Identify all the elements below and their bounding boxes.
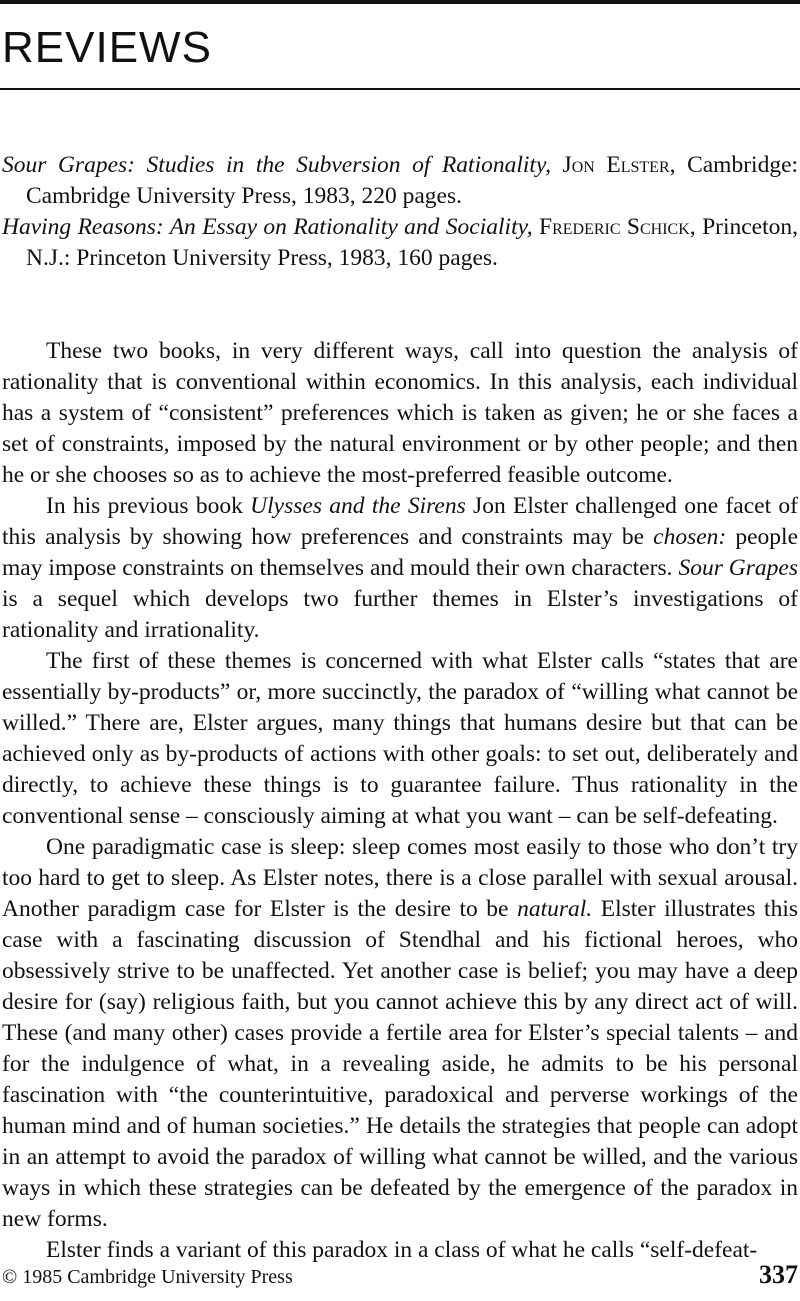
paragraph [2, 832, 798, 1235]
paragraph: Elster finds a variant of this paradox in a class of what he calls “self-defeat- [46, 1237, 758, 1263]
book-author: Frederic Schick, [539, 214, 696, 240]
book-citation [2, 150, 798, 212]
book-title: Sour Grapes: Studies in the Subversion of Rationality, [2, 152, 551, 178]
book-reference: Ulysses and the Sirens [250, 493, 466, 519]
text-run: people may impose constraints on themselves and mould their own characters. [2, 524, 798, 581]
page-number: 337 [759, 1260, 798, 1289]
paragraph [2, 491, 798, 646]
emphasis: chosen: [653, 524, 727, 550]
book-publication: Princeton, N.J.: Princeton University Press, 1983, 160 pages. [26, 214, 799, 271]
paragraph: These two books, in very different ways, call into question the analysis of rationality that is conventional within economics. In this analysis, each individual has a system of “consistent” preferences which is taken as given; he or she faces a set of constraints, imposed by the natural environment or by other people; and then he or she chooses so as to achieve the most-preferred feasible outcome. [2, 338, 798, 488]
text-run: Elster illustrates this case with a fascinating discussion of Stendhal and his fictional heroes, who obsessively strive to be unaffected. Yet another case is belief; you may have a deep desire for (say) religious faith, but you cannot achieve this by any direct act of will. These (and many other) cases provide a fertile area for Elster’s special talents – and for the indulgence of what, in a revealing aside, he admits to be his personal fascination with “the counterintuitive, paradoxical and perverse workings of the human mind and of human societies.” He details the strategies that people can adopt in an attempt to avoid the paradox of willing what cannot be willed, and the various ways in which these strategies can be defeated by the emergence of the paradox in new forms. [2, 896, 799, 1232]
paragraph: The first of these themes is concerned with what Elster calls “states that are essentially by-products” or, more succinctly, the paradox of “willing what cannot be willed.” There are, Elster argues, many things that humans desire but that can be achieved only as by-products of actions with other goals: to set out, deliberately and directly, to achieve these things is to guarantee failure. Thus rationality in the conventional sense – consciously aiming at what you want – can be self-defeating. [2, 648, 798, 829]
text-run: Jon Elster challenged one facet of this analysis by showing how preferences and constraints may be [2, 493, 798, 550]
reviewed-books [2, 150, 798, 274]
book-citation [2, 212, 798, 274]
book-reference: Sour Grapes [678, 555, 798, 581]
book-publication: Cambridge: Cambridge University Press, 1983, 220 pages. [26, 152, 799, 209]
section-title: REVIEWS [2, 23, 212, 72]
text-run: is a sequel which develops two further themes in Elster’s investigations of rationality and irrationality. [2, 586, 798, 643]
book-title: Having Reasons: An Essay on Rationality and Sociality, [2, 214, 533, 240]
title-underline [0, 88, 800, 90]
top-rule [0, 0, 800, 4]
text-run: One paradigmatic case is sleep: sleep comes most easily to those who don’t try too hard to get to sleep. As Elster notes, there is a close parallel with sexual arousal. Another paradigm case for Elster is the desire to be [2, 834, 798, 922]
review-body [2, 336, 798, 1266]
emphasis: natural. [517, 896, 593, 922]
book-author: Jon Elster, [562, 152, 676, 178]
text-run: In his previous book [46, 493, 251, 519]
copyright-notice: © 1985 Cambridge University Press [2, 1266, 293, 1288]
page-footer [2, 1258, 798, 1292]
